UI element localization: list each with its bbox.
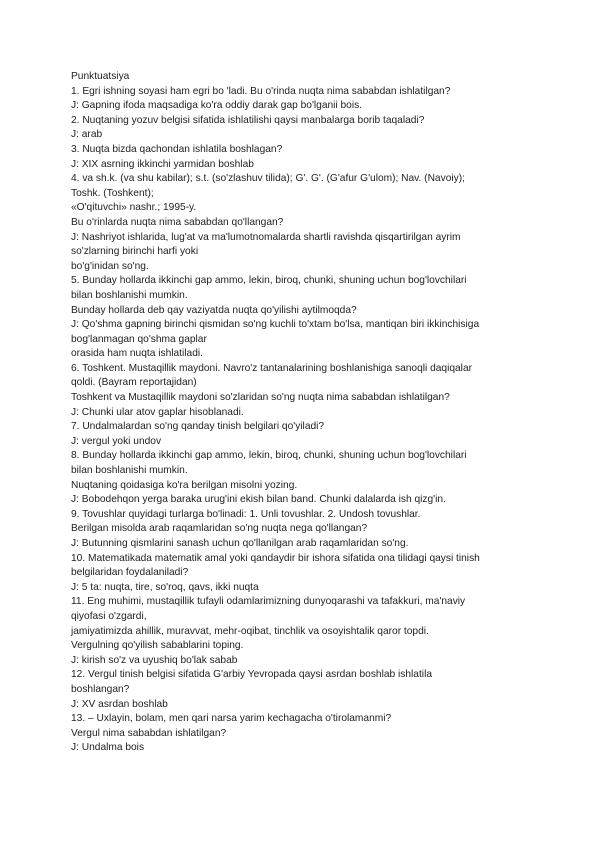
text-line: 6. Toshkent. Mustaqillik maydoni. Navro'z tantanalarining boshlanishiga sanoqli daqiqalar (71, 362, 473, 374)
text-line: J: kirish so'z va uyushiq bo'lak sabab (71, 654, 238, 666)
text-line: 1. Egri ishning soyasi ham egri bo 'ladi. Bu o'rinda nuqta nima sababdan ishlatilgan? (71, 85, 451, 97)
text-line: Bunday hollarda deb qay vaziyatda nuqta qo'yilishi aytilmoqda? (71, 304, 357, 316)
text-line: Bu o'rinlarda nuqta nima sababdan qo'llangan? (71, 216, 284, 228)
text-line: J: Chunki ular atov gaplar hisoblanadi. (71, 406, 244, 418)
text-line: J: arab (71, 129, 103, 141)
text-line: jamiyatimizda ahillik, muravvat, mehr-oqibat, tinchlik va osoyishtalik qaror topdi. (71, 625, 429, 637)
text-line: Vergul nima sababdan ishlatilgan? (71, 727, 227, 739)
text-line: 8. Bunday hollarda ikkinchi gap ammo, lekin, biroq, chunki, shuning uchun bog'lovchilari (71, 450, 467, 462)
text-line: 4. va sh.k. (va shu kabilar); s.t. (so'zlashuv tilida); G'. G'. (G'afur G'ulom); Nav. (Navoiy); (71, 173, 465, 185)
text-line: 9. Tovushlar quyidagi turlarga bo'linadi: 1. Unli tovushlar. 2. Undosh tovushlar. (71, 508, 421, 520)
text-line: 12. Vergul tinish belgisi sifatida G'arbiy Yevropada qaysi asrdan boshlab ishlatila (71, 669, 432, 681)
text-line: belgilaridan foydalaniladi? (71, 567, 189, 579)
document-title: Punktuatsiya (71, 71, 130, 82)
document-page (71, 70, 571, 756)
text-line: 2. Nuqtaning yozuv belgisi sifatida ishlatilishi qaysi manbalarga borib taqaladi? (71, 114, 425, 126)
text-line: bilan boshlanishi mumkin. (71, 289, 188, 301)
text-line: J: Gapning ifoda maqsadiga ko'ra oddiy darak gap bo'lganii bois. (71, 100, 363, 112)
text-line: Berilgan misolda arab raqamlaridan so'ng nuqta nega qo'llangan? (71, 523, 368, 535)
text-line: orasida ham nuqta ishlatiladi. (71, 348, 203, 360)
text-line: qoldi. (Bayram reportajidan) (71, 377, 197, 389)
text-line: boshlangan? (71, 683, 130, 695)
text-line: bo'g'inidan so'ng. (71, 260, 149, 272)
text-line: J: Undalma bois (71, 742, 145, 754)
text-line: 7. Undalmalardan so'ng qanday tinish belgilari qo'yiladi? (71, 421, 325, 433)
text-line: Toshk. (Toshkent); (71, 187, 154, 199)
text-line: Nuqtaning qoidasiga ko'ra berilgan misolni yozing. (71, 479, 298, 491)
text-line: bilan boshlanishi mumkin. (71, 465, 188, 477)
text-line: J: Nashriyot ishlarida, lug'at va ma'lumotnomalarda shartli ravishda qisqartirilgan ayrim (71, 231, 461, 243)
text-line: 13. – Uxlayin, bolam, men qari narsa yarim kechagacha o'tirolamanmi? (71, 713, 392, 725)
text-line: Vergulning qo'yilish sabablarini toping. (71, 640, 244, 652)
text-line: J: 5 ta: nuqta, tire, so'roq, qavs, ikki nuqta (71, 581, 259, 593)
text-line: bog'lanmagan qo'shma gaplar (71, 333, 207, 345)
text-line: J: XIX asrning ikkinchi yarmidan boshlab (71, 158, 254, 170)
text-line: 5. Bunday hollarda ikkinchi gap ammo, lekin, biroq, chunki, shuning uchun bog'lovchilari (71, 275, 467, 287)
text-line: J: vergul yoki undov (71, 435, 162, 447)
text-line: qiyofasi o'zgardi, (71, 610, 147, 622)
text-line: 3. Nuqta bizda qachondan ishlatila boshlagan? (71, 143, 283, 155)
text-line: so'zlarning birinchi harfi yoki (71, 246, 199, 258)
text-line: J: XV asrdan boshlab (71, 698, 168, 710)
text-line: 11. Eng muhimi, mustaqillik tufayli odamlarimizning dunyoqarashi va tafakkuri, ma'naviy (71, 596, 466, 608)
text-line: 10. Matematikada matematik amal yoki qandaydir bir ishora sifatida ona tilidagi qaysi tinish (71, 552, 480, 564)
text-line: J: Butunning qismlarini sanash uchun qo'llanilgan arab raqamlaridan so'ng. (71, 538, 409, 549)
text-line: J: Qo'shma gapning birinchi qismidan so'ng kuchli to'xtam bo'lsa, mantiqan biri ikkinchisiga (71, 319, 480, 331)
text-line: «O'qituvchi» nashr.; 1995-y. (71, 202, 197, 214)
text-line: Toshkent va Mustaqillik maydoni so'zlaridan so'ng nuqta nima sababdan ishlatilgan? (71, 392, 450, 404)
text-line: J: Bobodehqon yerga baraka urug'ini ekish bilan band. Chunki dalalarda ish qizg'in. (71, 494, 446, 506)
